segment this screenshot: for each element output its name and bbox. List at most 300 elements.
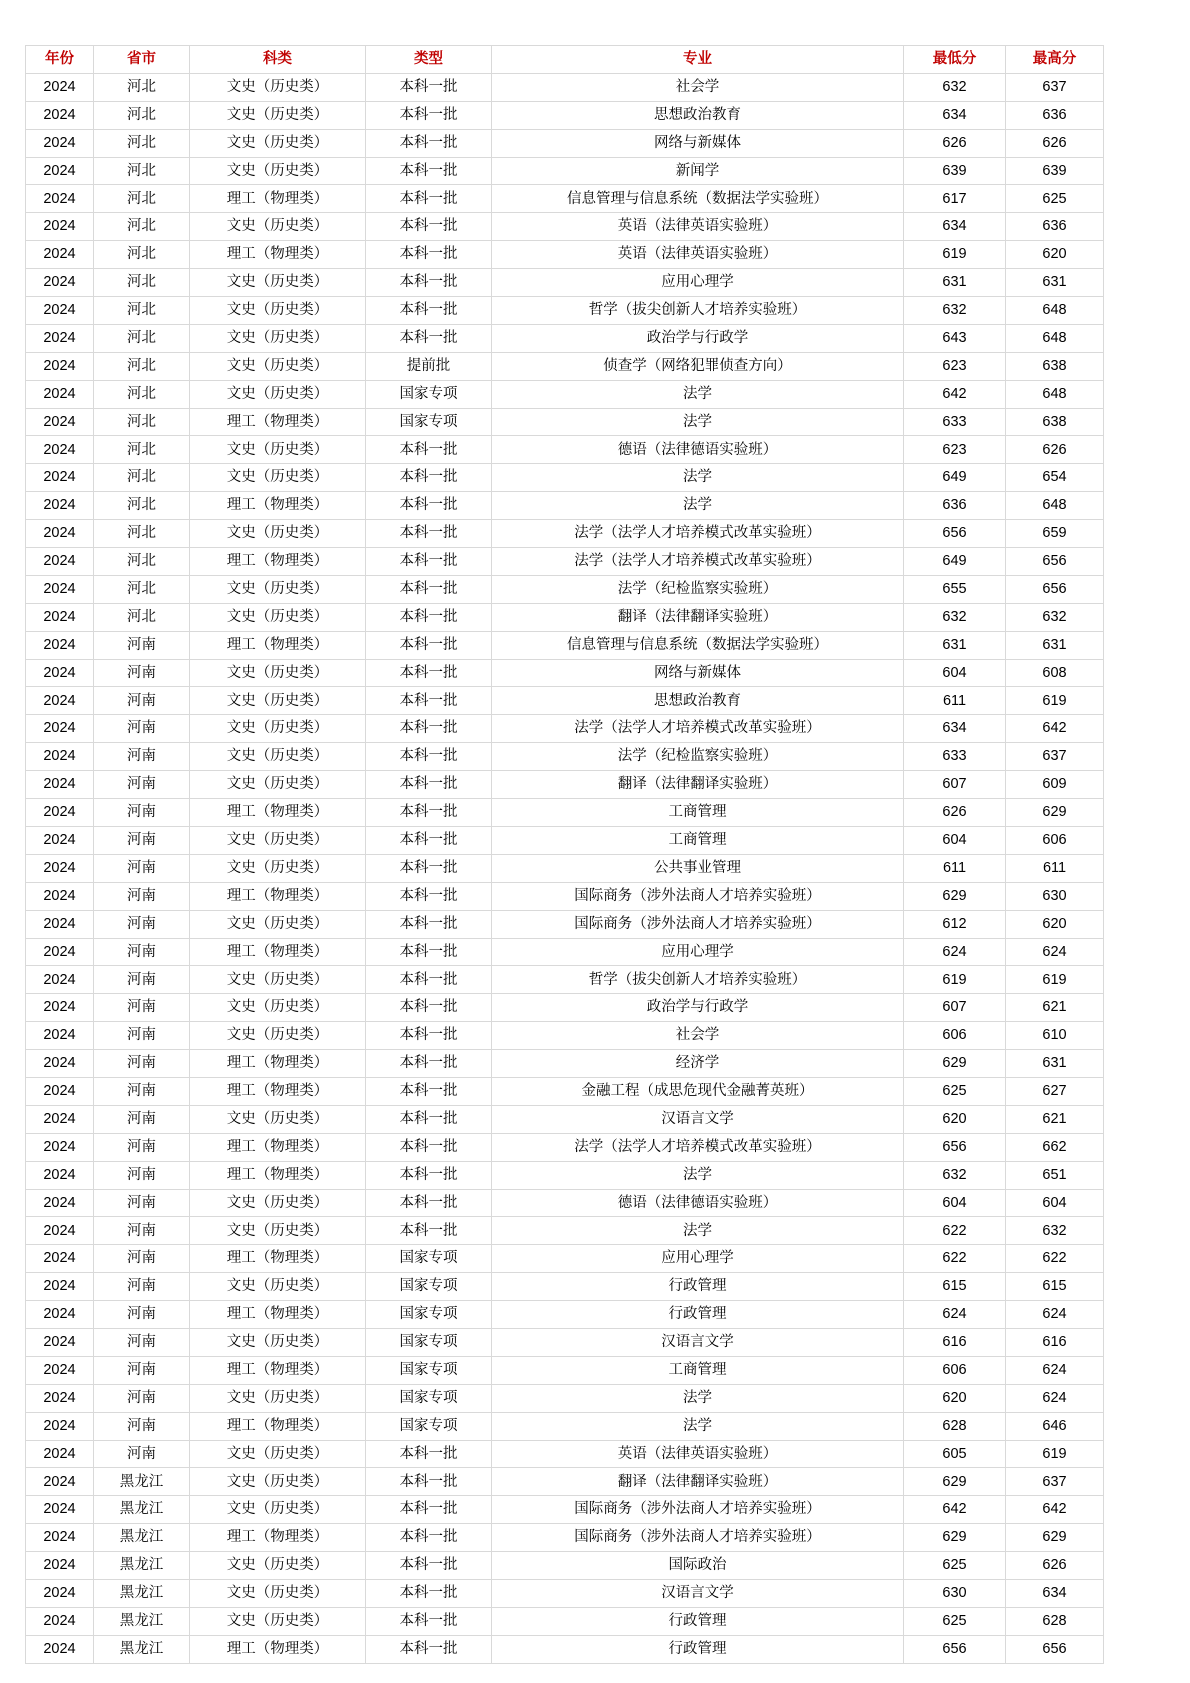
cell-major: 金融工程（成思危现代金融菁英班） [492, 1077, 904, 1105]
cell-major: 国际商务（涉外法商人才培养实验班） [492, 1524, 904, 1552]
cell-year: 2024 [26, 380, 94, 408]
cell-category: 文史（历史类） [190, 1105, 366, 1133]
cell-year: 2024 [26, 1050, 94, 1078]
cell-min-score: 607 [904, 994, 1006, 1022]
cell-min-score: 634 [904, 715, 1006, 743]
cell-type: 本科一批 [366, 966, 492, 994]
cell-province: 河南 [94, 687, 190, 715]
cell-type: 本科一批 [366, 297, 492, 325]
cell-min-score: 632 [904, 603, 1006, 631]
cell-major: 行政管理 [492, 1607, 904, 1635]
cell-year: 2024 [26, 1273, 94, 1301]
cell-category: 文史（历史类） [190, 1217, 366, 1245]
cell-min-score: 633 [904, 743, 1006, 771]
cell-max-score: 626 [1006, 1552, 1104, 1580]
cell-max-score: 625 [1006, 185, 1104, 213]
cell-type: 本科一批 [366, 129, 492, 157]
cell-min-score: 632 [904, 73, 1006, 101]
cell-province: 河南 [94, 1189, 190, 1217]
cell-max-score: 619 [1006, 687, 1104, 715]
cell-max-score: 608 [1006, 659, 1104, 687]
table-row [26, 1356, 1104, 1384]
table-row [26, 938, 1104, 966]
cell-province: 河南 [94, 854, 190, 882]
header-cell-category: 科类 [190, 46, 366, 74]
cell-min-score: 611 [904, 854, 1006, 882]
cell-max-score: 632 [1006, 603, 1104, 631]
cell-min-score: 629 [904, 1468, 1006, 1496]
cell-type: 本科一批 [366, 548, 492, 576]
cell-max-score: 659 [1006, 520, 1104, 548]
cell-province: 河南 [94, 1273, 190, 1301]
cell-category: 文史（历史类） [190, 213, 366, 241]
cell-province: 河北 [94, 464, 190, 492]
table-row [26, 269, 1104, 297]
cell-province: 河北 [94, 324, 190, 352]
cell-province: 河北 [94, 492, 190, 520]
cell-province: 黑龙江 [94, 1607, 190, 1635]
cell-max-score: 619 [1006, 1440, 1104, 1468]
cell-min-score: 624 [904, 1301, 1006, 1329]
cell-max-score: 630 [1006, 882, 1104, 910]
table-row [26, 910, 1104, 938]
table-row [26, 631, 1104, 659]
cell-province: 河南 [94, 799, 190, 827]
cell-category: 文史（历史类） [190, 1022, 366, 1050]
cell-type: 本科一批 [366, 1496, 492, 1524]
cell-type: 本科一批 [366, 826, 492, 854]
table-row [26, 659, 1104, 687]
cell-min-score: 619 [904, 241, 1006, 269]
table-row [26, 1273, 1104, 1301]
cell-max-score: 606 [1006, 826, 1104, 854]
cell-category: 文史（历史类） [190, 826, 366, 854]
cell-major: 政治学与行政学 [492, 324, 904, 352]
cell-max-score: 638 [1006, 352, 1104, 380]
header-cell-max-score: 最高分 [1006, 46, 1104, 74]
cell-type: 本科一批 [366, 743, 492, 771]
table-header-row [26, 46, 1104, 74]
table-row [26, 826, 1104, 854]
cell-year: 2024 [26, 1496, 94, 1524]
cell-year: 2024 [26, 269, 94, 297]
cell-type: 本科一批 [366, 1161, 492, 1189]
cell-year: 2024 [26, 1579, 94, 1607]
cell-major: 法学（法学人才培养模式改革实验班） [492, 520, 904, 548]
cell-type: 提前批 [366, 352, 492, 380]
cell-min-score: 615 [904, 1273, 1006, 1301]
cell-year: 2024 [26, 241, 94, 269]
cell-max-score: 611 [1006, 854, 1104, 882]
cell-major: 法学 [492, 464, 904, 492]
cell-min-score: 656 [904, 520, 1006, 548]
cell-min-score: 623 [904, 436, 1006, 464]
cell-min-score: 605 [904, 1440, 1006, 1468]
cell-category: 文史（历史类） [190, 1468, 366, 1496]
cell-max-score: 662 [1006, 1133, 1104, 1161]
table-row [26, 1328, 1104, 1356]
cell-min-score: 639 [904, 157, 1006, 185]
cell-max-score: 624 [1006, 1384, 1104, 1412]
cell-year: 2024 [26, 687, 94, 715]
cell-category: 文史（历史类） [190, 297, 366, 325]
cell-year: 2024 [26, 575, 94, 603]
cell-province: 河南 [94, 910, 190, 938]
cell-category: 文史（历史类） [190, 687, 366, 715]
cell-category: 理工（物理类） [190, 1412, 366, 1440]
cell-year: 2024 [26, 1301, 94, 1329]
cell-major: 汉语言文学 [492, 1579, 904, 1607]
cell-max-score: 626 [1006, 436, 1104, 464]
cell-type: 本科一批 [366, 324, 492, 352]
cell-major: 德语（法律德语实验班） [492, 436, 904, 464]
table-row [26, 157, 1104, 185]
cell-category: 文史（历史类） [190, 575, 366, 603]
cell-type: 本科一批 [366, 771, 492, 799]
table-row [26, 324, 1104, 352]
cell-type: 本科一批 [366, 73, 492, 101]
cell-max-score: 629 [1006, 799, 1104, 827]
cell-category: 理工（物理类） [190, 241, 366, 269]
cell-type: 本科一批 [366, 938, 492, 966]
cell-min-score: 629 [904, 882, 1006, 910]
cell-category: 文史（历史类） [190, 743, 366, 771]
cell-max-score: 616 [1006, 1328, 1104, 1356]
cell-max-score: 642 [1006, 1496, 1104, 1524]
table-row [26, 1607, 1104, 1635]
cell-major: 国际商务（涉外法商人才培养实验班） [492, 882, 904, 910]
cell-major: 工商管理 [492, 1356, 904, 1384]
cell-max-score: 632 [1006, 1217, 1104, 1245]
table-row [26, 1496, 1104, 1524]
cell-category: 文史（历史类） [190, 1328, 366, 1356]
cell-province: 河北 [94, 73, 190, 101]
cell-province: 河南 [94, 1022, 190, 1050]
cell-max-score: 610 [1006, 1022, 1104, 1050]
cell-type: 本科一批 [366, 1635, 492, 1663]
cell-category: 文史（历史类） [190, 1607, 366, 1635]
cell-major: 翻译（法律翻译实验班） [492, 771, 904, 799]
cell-max-score: 642 [1006, 715, 1104, 743]
table-row [26, 715, 1104, 743]
cell-min-score: 631 [904, 269, 1006, 297]
cell-major: 思想政治教育 [492, 101, 904, 129]
cell-province: 河南 [94, 938, 190, 966]
cell-year: 2024 [26, 548, 94, 576]
cell-min-score: 604 [904, 826, 1006, 854]
cell-min-score: 656 [904, 1133, 1006, 1161]
cell-category: 文史（历史类） [190, 994, 366, 1022]
cell-major: 国际商务（涉外法商人才培养实验班） [492, 1496, 904, 1524]
cell-category: 理工（物理类） [190, 492, 366, 520]
cell-category: 文史（历史类） [190, 1273, 366, 1301]
cell-max-score: 629 [1006, 1524, 1104, 1552]
cell-category: 文史（历史类） [190, 771, 366, 799]
cell-year: 2024 [26, 631, 94, 659]
cell-year: 2024 [26, 1133, 94, 1161]
cell-category: 文史（历史类） [190, 520, 366, 548]
table-row [26, 1301, 1104, 1329]
cell-type: 国家专项 [366, 1328, 492, 1356]
cell-province: 黑龙江 [94, 1579, 190, 1607]
cell-max-score: 628 [1006, 1607, 1104, 1635]
cell-major: 法学 [492, 380, 904, 408]
table-row [26, 1384, 1104, 1412]
cell-province: 河南 [94, 1105, 190, 1133]
cell-max-score: 648 [1006, 297, 1104, 325]
cell-year: 2024 [26, 966, 94, 994]
cell-min-score: 631 [904, 631, 1006, 659]
cell-type: 国家专项 [366, 1273, 492, 1301]
cell-major: 翻译（法律翻译实验班） [492, 603, 904, 631]
cell-min-score: 619 [904, 966, 1006, 994]
cell-min-score: 622 [904, 1217, 1006, 1245]
cell-min-score: 629 [904, 1524, 1006, 1552]
cell-category: 理工（物理类） [190, 548, 366, 576]
cell-min-score: 620 [904, 1105, 1006, 1133]
cell-type: 本科一批 [366, 603, 492, 631]
cell-province: 河北 [94, 213, 190, 241]
cell-major: 法学（纪检监察实验班） [492, 575, 904, 603]
cell-type: 本科一批 [366, 854, 492, 882]
cell-major: 社会学 [492, 73, 904, 101]
cell-province: 河北 [94, 129, 190, 157]
cell-type: 本科一批 [366, 687, 492, 715]
cell-major: 翻译（法律翻译实验班） [492, 1468, 904, 1496]
cell-min-score: 625 [904, 1552, 1006, 1580]
cell-category: 文史（历史类） [190, 157, 366, 185]
table-row [26, 464, 1104, 492]
cell-province: 河南 [94, 882, 190, 910]
cell-min-score: 626 [904, 799, 1006, 827]
cell-type: 本科一批 [366, 101, 492, 129]
cell-type: 本科一批 [366, 1189, 492, 1217]
cell-province: 河南 [94, 1356, 190, 1384]
cell-province: 河南 [94, 1217, 190, 1245]
cell-year: 2024 [26, 1161, 94, 1189]
cell-year: 2024 [26, 715, 94, 743]
cell-province: 河北 [94, 185, 190, 213]
cell-category: 理工（物理类） [190, 938, 366, 966]
cell-year: 2024 [26, 324, 94, 352]
admission-scores-table-wrap [25, 45, 1103, 1664]
cell-category: 理工（物理类） [190, 1050, 366, 1078]
cell-year: 2024 [26, 1468, 94, 1496]
cell-max-score: 631 [1006, 631, 1104, 659]
cell-type: 本科一批 [366, 185, 492, 213]
cell-type: 本科一批 [366, 436, 492, 464]
cell-year: 2024 [26, 910, 94, 938]
cell-max-score: 624 [1006, 1356, 1104, 1384]
cell-category: 理工（物理类） [190, 1077, 366, 1105]
cell-year: 2024 [26, 1440, 94, 1468]
cell-province: 河南 [94, 826, 190, 854]
cell-province: 黑龙江 [94, 1496, 190, 1524]
cell-type: 本科一批 [366, 157, 492, 185]
cell-year: 2024 [26, 1328, 94, 1356]
table-row [26, 799, 1104, 827]
cell-category: 文史（历史类） [190, 603, 366, 631]
table-row [26, 436, 1104, 464]
cell-major: 法学 [492, 1412, 904, 1440]
cell-max-score: 620 [1006, 241, 1104, 269]
cell-major: 行政管理 [492, 1301, 904, 1329]
table-row [26, 575, 1104, 603]
table-row [26, 994, 1104, 1022]
table-row [26, 1189, 1104, 1217]
cell-year: 2024 [26, 213, 94, 241]
cell-year: 2024 [26, 882, 94, 910]
cell-type: 本科一批 [366, 1105, 492, 1133]
cell-province: 河南 [94, 994, 190, 1022]
cell-major: 哲学（拔尖创新人才培养实验班） [492, 297, 904, 325]
cell-type: 本科一批 [366, 213, 492, 241]
cell-max-score: 624 [1006, 1301, 1104, 1329]
cell-category: 理工（物理类） [190, 1301, 366, 1329]
cell-category: 文史（历史类） [190, 715, 366, 743]
cell-year: 2024 [26, 73, 94, 101]
cell-major: 法学（纪检监察实验班） [492, 743, 904, 771]
header-cell-province: 省市 [94, 46, 190, 74]
table-row [26, 1468, 1104, 1496]
cell-province: 黑龙江 [94, 1524, 190, 1552]
cell-min-score: 632 [904, 1161, 1006, 1189]
cell-province: 河北 [94, 548, 190, 576]
cell-year: 2024 [26, 826, 94, 854]
cell-type: 本科一批 [366, 241, 492, 269]
cell-year: 2024 [26, 520, 94, 548]
cell-category: 理工（物理类） [190, 882, 366, 910]
cell-year: 2024 [26, 1524, 94, 1552]
cell-max-score: 634 [1006, 1579, 1104, 1607]
cell-category: 文史（历史类） [190, 910, 366, 938]
cell-min-score: 617 [904, 185, 1006, 213]
cell-category: 文史（历史类） [190, 1552, 366, 1580]
table-row [26, 352, 1104, 380]
cell-major: 哲学（拔尖创新人才培养实验班） [492, 966, 904, 994]
cell-type: 国家专项 [366, 1301, 492, 1329]
cell-max-score: 622 [1006, 1245, 1104, 1273]
cell-type: 国家专项 [366, 1384, 492, 1412]
cell-type: 本科一批 [366, 269, 492, 297]
cell-min-score: 630 [904, 1579, 1006, 1607]
cell-province: 河南 [94, 1412, 190, 1440]
cell-category: 文史（历史类） [190, 1579, 366, 1607]
cell-major: 法学 [492, 492, 904, 520]
cell-min-score: 616 [904, 1328, 1006, 1356]
cell-type: 本科一批 [366, 631, 492, 659]
cell-major: 思想政治教育 [492, 687, 904, 715]
cell-major: 英语（法律英语实验班） [492, 241, 904, 269]
cell-year: 2024 [26, 436, 94, 464]
cell-year: 2024 [26, 938, 94, 966]
cell-province: 黑龙江 [94, 1552, 190, 1580]
cell-province: 河北 [94, 269, 190, 297]
cell-province: 河北 [94, 520, 190, 548]
cell-min-score: 656 [904, 1635, 1006, 1663]
table-row [26, 1022, 1104, 1050]
cell-min-score: 628 [904, 1412, 1006, 1440]
cell-province: 河南 [94, 1050, 190, 1078]
cell-year: 2024 [26, 185, 94, 213]
cell-year: 2024 [26, 771, 94, 799]
cell-max-score: 636 [1006, 213, 1104, 241]
cell-min-score: 625 [904, 1607, 1006, 1635]
cell-year: 2024 [26, 1412, 94, 1440]
cell-max-score: 619 [1006, 966, 1104, 994]
cell-type: 本科一批 [366, 1217, 492, 1245]
cell-type: 国家专项 [366, 1412, 492, 1440]
cell-year: 2024 [26, 1245, 94, 1273]
cell-max-score: 627 [1006, 1077, 1104, 1105]
cell-type: 国家专项 [366, 380, 492, 408]
cell-max-score: 648 [1006, 380, 1104, 408]
cell-type: 本科一批 [366, 1552, 492, 1580]
cell-year: 2024 [26, 1105, 94, 1133]
cell-type: 本科一批 [366, 1022, 492, 1050]
cell-province: 河北 [94, 380, 190, 408]
cell-min-score: 620 [904, 1384, 1006, 1412]
cell-type: 本科一批 [366, 1468, 492, 1496]
cell-min-score: 634 [904, 101, 1006, 129]
cell-category: 理工（物理类） [190, 631, 366, 659]
cell-major: 工商管理 [492, 826, 904, 854]
cell-type: 本科一批 [366, 715, 492, 743]
cell-category: 理工（物理类） [190, 1635, 366, 1663]
cell-max-score: 637 [1006, 743, 1104, 771]
cell-type: 本科一批 [366, 799, 492, 827]
cell-category: 文史（历史类） [190, 73, 366, 101]
cell-category: 理工（物理类） [190, 1524, 366, 1552]
cell-year: 2024 [26, 1217, 94, 1245]
cell-category: 文史（历史类） [190, 101, 366, 129]
table-row [26, 1133, 1104, 1161]
table-row [26, 129, 1104, 157]
table-row [26, 687, 1104, 715]
cell-major: 经济学 [492, 1050, 904, 1078]
cell-type: 本科一批 [366, 492, 492, 520]
cell-category: 理工（物理类） [190, 799, 366, 827]
cell-category: 文史（历史类） [190, 659, 366, 687]
cell-major: 侦查学（网络犯罪侦查方向） [492, 352, 904, 380]
cell-min-score: 624 [904, 938, 1006, 966]
cell-min-score: 604 [904, 659, 1006, 687]
cell-max-score: 639 [1006, 157, 1104, 185]
table-row [26, 1635, 1104, 1663]
cell-year: 2024 [26, 1552, 94, 1580]
cell-major: 信息管理与信息系统（数据法学实验班） [492, 631, 904, 659]
cell-category: 理工（物理类） [190, 1161, 366, 1189]
cell-type: 本科一批 [366, 1440, 492, 1468]
cell-year: 2024 [26, 297, 94, 325]
cell-type: 国家专项 [366, 1356, 492, 1384]
cell-type: 本科一批 [366, 994, 492, 1022]
cell-max-score: 604 [1006, 1189, 1104, 1217]
cell-min-score: 606 [904, 1356, 1006, 1384]
cell-category: 文史（历史类） [190, 966, 366, 994]
cell-max-score: 626 [1006, 129, 1104, 157]
table-row [26, 966, 1104, 994]
cell-category: 理工（物理类） [190, 1356, 366, 1384]
cell-province: 河北 [94, 157, 190, 185]
table-row [26, 297, 1104, 325]
table-row [26, 408, 1104, 436]
cell-major: 法学（法学人才培养模式改革实验班） [492, 548, 904, 576]
cell-year: 2024 [26, 1356, 94, 1384]
cell-year: 2024 [26, 1384, 94, 1412]
cell-min-score: 607 [904, 771, 1006, 799]
cell-major: 法学 [492, 1217, 904, 1245]
